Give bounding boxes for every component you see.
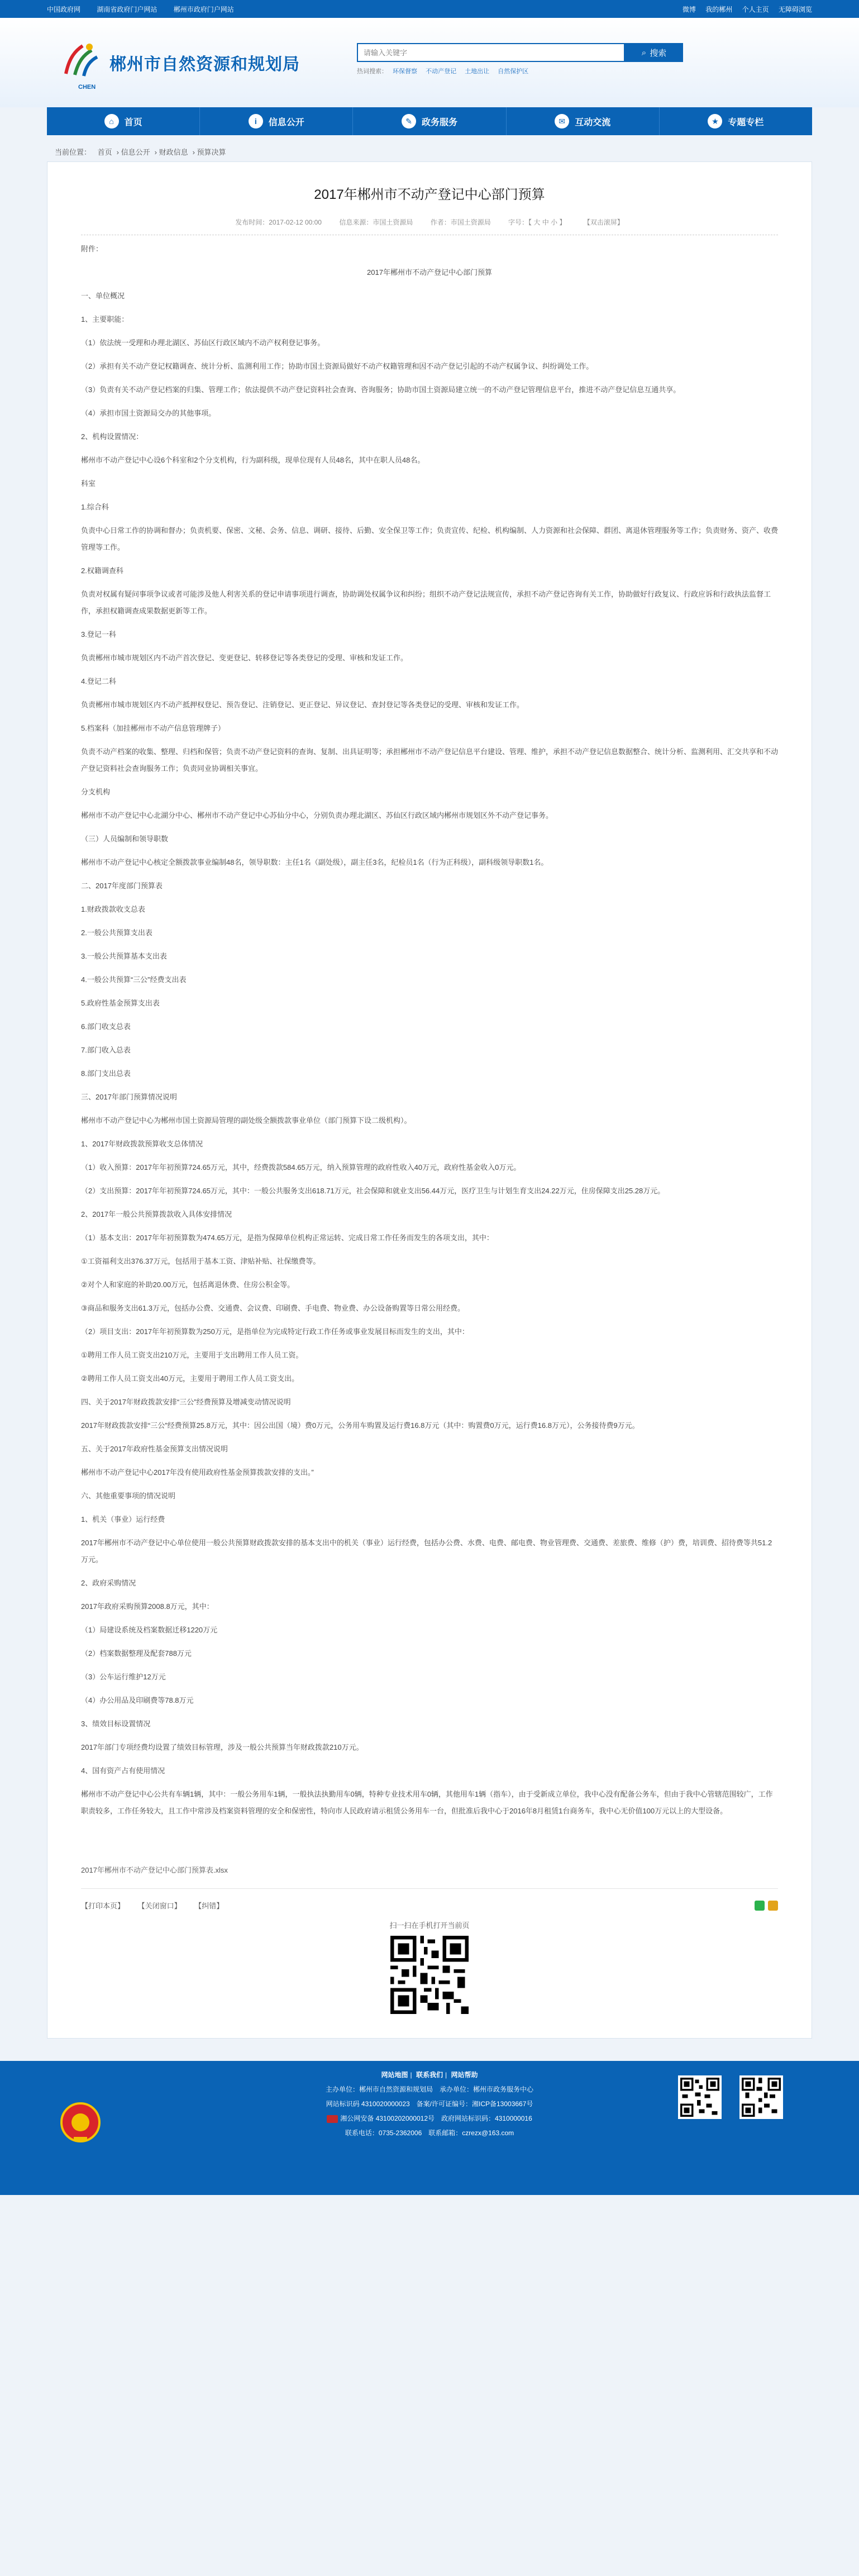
- main-nav: [47, 107, 812, 135]
- nav-topic[interactable]: [660, 107, 812, 135]
- logo-subtitle: CHEN: [78, 84, 96, 91]
- article-paragraph: 1.综合科: [81, 503, 109, 511]
- nav-info-label: 信息公开: [268, 117, 304, 127]
- article-paragraph: （3）公车运行维护12万元: [81, 1673, 166, 1681]
- article-paragraph: 二、2017年度部门预算表: [81, 882, 163, 890]
- wechat-qr-icon: [678, 2075, 722, 2119]
- article-paragraph: 郴州市不动产登记中心公共有车辆1辆，其中：一般公务用车1辆，一般执法执勤用车0辆，特种专业技术用车0辆，其他用车1辆（指车），由于受新成立单位，我中心没有配备公务车，但由于我中心管辖范围较广，工作职责较多，工作任务较大，且工作中常涉及档案资料管理的安全和保密性，特向市人民政府请示租赁公务用车一台，但批准后我中心于2016年8月租赁1台商务车，我中心无价值100万元以上的大型设备。: [81, 1790, 773, 1815]
- article-paragraph: 2017年郴州市不动产登记中心部门预算: [367, 268, 492, 277]
- chat-icon: ✉: [555, 114, 569, 128]
- search-icon: ⌕: [641, 47, 647, 58]
- top-bar: [0, 0, 859, 18]
- article-paragraph: 2017年郴州市不动产登记中心单位使用一般公共预算财政拨款安排的基本支出中的机关（事业）运行经费，包括办公费、水费、电费、邮电费、物业管理费、交通费、差旅费、维修（护）费，培训费、招待费等共51.2万元。: [81, 1539, 772, 1564]
- site-title[interactable]: 郴州市自然资源和规划局: [109, 55, 300, 74]
- breadcrumb-label: 当前位置：: [55, 148, 92, 156]
- article-paragraph: 2、2017年一般公共预算拨款收入具体安排情况: [81, 1210, 232, 1218]
- article-paragraph: 四、关于2017年财政拨款安排“三公”经费预算及增减变动情况说明: [81, 1398, 291, 1406]
- hotword-item[interactable]: 自然保护区: [498, 68, 529, 75]
- article-paragraph: 负责对权属有疑问事项争议或者可能涉及他人利害关系的登记申请事项进行调查，协助调处权属争议和纠纷；组织不动产登记法规宣传，承担不动产登记咨询有关工作，协助做好行政复议、行政应诉和行政执法监督工作，承担权籍调查成果数据更新等工作。: [81, 590, 771, 615]
- article-paragraph: 负责不动产档案的收集、整理、归档和保管；负责不动产登记资料的查询、复制、出具证明等；承担郴州市不动产登记信息平台建设、管理、维护，承担不动产登记信息数据整合、统计分析、监测利用、汇交共享和不动产登记资料社会查询服务工作；负责同业协调相关事宜。: [81, 747, 779, 773]
- article-paragraph: 4.登记二科: [81, 677, 116, 685]
- article-paragraph: 2.权籍调查科: [81, 566, 123, 575]
- my-chenzhou-link[interactable]: 我的郴州: [705, 5, 733, 13]
- breadcrumb-home[interactable]: 首页: [97, 148, 112, 156]
- footer-qr-left: [678, 2075, 728, 2121]
- footer-sitemap-link[interactable]: 网站地图: [381, 2071, 408, 2079]
- article-paragraph: 2、机构设置情况：: [81, 432, 144, 441]
- top-link-gov[interactable]: 中国政府网: [47, 5, 81, 13]
- hotwords-label: 热词搜索：: [357, 68, 388, 75]
- article-paragraph: 科室: [81, 479, 96, 488]
- footer-sponsor: 主办单位：郴州市自然资源和规划局 承办单位：郴州市政务服务中心: [325, 2085, 533, 2093]
- search-button-label: 搜索: [650, 48, 667, 58]
- article: [47, 161, 812, 2039]
- site-header: [0, 18, 859, 107]
- footer-contact: 联系电话：0735-2362006 联系邮箱：czrezx@163.com: [345, 2129, 514, 2137]
- article-paragraph: （1）局建设系统及档案数据迁移1220万元: [81, 1626, 218, 1634]
- article-paragraph: （4）办公用品及印刷费等78.8万元: [81, 1696, 194, 1704]
- article-paragraph: 郴州市不动产登记中心2017年没有使用政府性基金预算拨款安排的支出。”: [81, 1468, 314, 1477]
- publish-time: 发布时间：2017-02-12 00:00: [235, 218, 322, 226]
- article-body: [81, 241, 778, 1820]
- qr-caption: 扫一扫在手机打开当前页: [389, 1921, 470, 1930]
- top-right-links: [675, 4, 812, 14]
- article-paragraph: 五、关于2017年政府性基金预算支出情况说明: [81, 1445, 228, 1453]
- nav-interact[interactable]: [507, 107, 660, 135]
- auto-scroll-toggle[interactable]: 【双击滚屏】: [583, 218, 624, 226]
- footer-qr-right: [739, 2075, 790, 2121]
- article-paragraph: （3）负责有关不动产登记档案的归集、管理工作；依法提供不动产登记资料社会查询、咨询服务；协助市国土资源局建立统一的不动产登记管理信息平台，推进不动产登记信息互通共享。: [81, 385, 681, 394]
- article-paragraph: 负责郴州市城市规划区内不动产抵押权登记、预告登记、注销登记、更正登记、异议登记、查封登记等各类登记的受理、审核和发证工作。: [81, 701, 524, 709]
- article-paragraph: （2）承担有关不动产登记权籍调查、统计分析、监测利用工作；协助市国土资源局做好不动产权籍管理和因不动产登记引起的不动产权属争议、纠纷调处工作。: [81, 362, 594, 370]
- top-links: [47, 4, 249, 14]
- wechat-share-icon[interactable]: [755, 1901, 765, 1911]
- hotword-item[interactable]: 不动产登记: [426, 68, 457, 75]
- footer-info: 网站地图 | 联系我们 | 网站帮助 主办单位：郴州市自然资源和规划局 承办单位：郴州市政务服务中心 网站标识码 4310020000023 备案/许可证编号：湘ICP备13003667号 湘公网安备 43100202000012号 政府网站标识码：4310000016 联系电话：0735-2362006 联系邮箱：czrezx@163.com: [47, 2068, 812, 2140]
- article-paragraph: 附件：: [81, 245, 103, 253]
- article-paragraph: 5.政府性基金预算支出表: [81, 999, 160, 1007]
- topic-icon: ★: [708, 114, 722, 128]
- article-paragraph: 郴州市不动产登记中心设6个科室和2个分支机构，行为副科级，现单位现有人员48名，其中在职人员48名。: [81, 456, 425, 464]
- article-paragraph: （三）人员编制和领导职数: [81, 835, 169, 843]
- article-paragraph: 4.一般公共预算“三公”经费支出表: [81, 975, 187, 984]
- close-window-button[interactable]: 【关闭窗口】: [137, 1902, 182, 1910]
- article-paragraph: 六、其他重要事项的情况说明: [81, 1492, 176, 1500]
- article-paragraph: 郴州市不动产登记中心北湖分中心、郴州市不动产登记中心苏仙分中心，分别负责办理北湖区、苏仙区行政区域内郴州市规划区外不动产登记事务。: [81, 811, 553, 820]
- article-paragraph: ①工资福利支出376.37万元，包括用于基本工资、津贴补贴、社保缴费等。: [81, 1257, 321, 1265]
- weibo-link[interactable]: 微博: [682, 5, 696, 13]
- article-paragraph: 6.部门收支总表: [81, 1022, 131, 1031]
- nav-home[interactable]: [47, 107, 200, 135]
- accessibility-link[interactable]: 无障碍浏览: [778, 5, 812, 13]
- article-paragraph: 1、主要职能：: [81, 315, 129, 323]
- gov-badge-icon[interactable]: [327, 2115, 338, 2123]
- article-paragraph: （2）支出预算：2017年年初预算724.65万元，其中：一般公共服务支出618.71万元，社会保障和就业支出56.44万元，医疗卫生与计划生育支出24.22万元，住房保障支出25.28万元。: [81, 1187, 665, 1195]
- article-paragraph: 5.档案科（加挂郴州市不动产信息管理牌子）: [81, 724, 225, 732]
- info-source: 信息来源：市国土资源局: [339, 218, 413, 226]
- weibo-share-icon[interactable]: [768, 1901, 778, 1911]
- article-paragraph: （4）承担市国土资源局交办的其他事项。: [81, 409, 216, 417]
- hotword-item[interactable]: 土地出让: [465, 68, 490, 75]
- article-paragraph: 2、政府采购情况: [81, 1579, 136, 1587]
- article-paragraph: （2）项目支出：2017年年初预算数为250万元，是指单位为完成特定行政工作任务或事业发展目标而发生的支出，其中：: [81, 1327, 469, 1336]
- nav-topic-label: 专题专栏: [728, 117, 764, 127]
- breadcrumb-budget[interactable]: 预算决算: [197, 148, 226, 156]
- footer-help-link[interactable]: 网站帮助: [451, 2071, 478, 2079]
- share-buttons: [755, 1901, 778, 1911]
- article-paragraph: ③商品和服务支出61.3万元，包括办公费、交通费、会议费、印刷费、手电费、物业费、办公设备购置等日常公用经费。: [81, 1304, 465, 1312]
- footer-police-record: 湘公网安备 43100202000012号 政府网站标识码：4310000016: [340, 2115, 532, 2122]
- site-footer: [0, 2061, 859, 2195]
- qr-block: [81, 1920, 778, 2016]
- top-link-chenzhou[interactable]: 郴州市政府门户网站: [173, 5, 234, 13]
- search-button[interactable]: [625, 43, 683, 62]
- article-paragraph: 郴州市不动产登记中心核定全额拨款事业编制48名，领导职数：主任1名（副处级），副主任3名，纪检员1名（行为正科级），副科级领导职数1名。: [81, 858, 548, 866]
- article-paragraph: 4、国有资产占有使用情况: [81, 1766, 165, 1775]
- page-qr-code-icon: [390, 1936, 469, 2014]
- footer-icp: 网站标识码 4310020000023 备案/许可证编号：湘ICP备13003667号: [326, 2100, 533, 2108]
- article-paragraph: （2）档案数据整理及配套788万元: [81, 1649, 192, 1658]
- article-paragraph: 2017年部门专项经费均设置了绩效目标管理，涉及一般公共预算当年财政拨款210万元。: [81, 1743, 364, 1751]
- author: 作者：市国土资源局: [430, 218, 491, 226]
- article-paragraph: 分支机构: [81, 788, 111, 796]
- article-paragraph: 负责中心日常工作的协调和督办；负责机要、保密、文秘、会务、信息、调研、接待、后勤、安全保卫等工作；负责宣传、纪检、机构编制、人力资源和社会保障、群团、离退休管理服务等工作；负责财务、资产、收费管理等工作。: [81, 526, 779, 551]
- article-paragraph: 3、绩效目标设置情况: [81, 1720, 151, 1728]
- site-logo-icon[interactable]: [58, 40, 103, 85]
- hotword-item[interactable]: 环保督察: [393, 68, 418, 75]
- article-paragraph: 2017年财政拨款安排“三公”经费预算25.8万元，其中：因公出国（境）费0万元，公务用车购置及运行费16.8万元（其中：购置费0万元，运行费16.8万元），公务接待费9万元。: [81, 1421, 640, 1430]
- article-paragraph: 三、2017年部门预算情况说明: [81, 1093, 177, 1101]
- article-paragraph: 一、单位概况: [81, 292, 125, 300]
- report-error-button[interactable]: 【纠错】: [194, 1902, 224, 1910]
- article-paragraph: ①聘用工作人员工资支出210万元，主要用于支出聘用工作人员工资。: [81, 1351, 303, 1359]
- article-paragraph: 2.一般公共预算支出表: [81, 928, 152, 937]
- nav-interact-label: 互动交流: [575, 117, 611, 127]
- top-link-hunan[interactable]: 湖南省政府门户网站: [97, 5, 158, 13]
- nav-service-label: 政务服务: [422, 117, 458, 127]
- article-paragraph: 2017年政府采购预算2008.8万元，其中：: [81, 1602, 214, 1611]
- breadcrumb: 当前位置： 首页 › 信息公开 › 财政信息 › 预算决算: [55, 148, 226, 156]
- article-paragraph: （1）收入预算：2017年年初预算724.65万元，其中，经费拨款584.65万元，纳入预算管理的政府性收入40万元，政府性基金收入0万元。: [81, 1163, 521, 1172]
- nav-home-label: 首页: [124, 117, 142, 127]
- article-paragraph: （1）依法统一受理和办理北湖区、苏仙区行政区域内不动产权利登记事务。: [81, 339, 325, 347]
- article-title: 2017年郴州市不动产登记中心部门预算: [314, 187, 545, 202]
- service-icon: ✎: [402, 114, 416, 128]
- article-paragraph: ②聘用工作人员工资支出40万元，主要用于聘用工作人员工资支出。: [81, 1374, 299, 1383]
- search-input[interactable]: [357, 43, 625, 62]
- article-paragraph: 郴州市不动产登记中心为郴州市国土资源局管理的副处级全额拨款事业单位（部门预算下设二级机构）。: [81, 1116, 412, 1125]
- app-qr-icon: [739, 2075, 783, 2119]
- nav-service[interactable]: [353, 107, 506, 135]
- article-paragraph: 1.财政拨款收支总表: [81, 905, 145, 913]
- article-paragraph: 1、2017年财政拨款预算收支总体情况: [81, 1140, 203, 1148]
- home-icon: ⌂: [104, 114, 119, 128]
- article-paragraph: （1）基本支出：2017年年初预算数为474.65万元，是指为保障单位机构正常运转、完成日常工作任务而发生的各项支出，其中：: [81, 1234, 494, 1242]
- article-tools: [81, 1900, 778, 1911]
- breadcrumb-finance[interactable]: 财政信息: [159, 148, 188, 156]
- print-button[interactable]: 【打印本页】: [81, 1902, 125, 1910]
- article-paragraph: 负责郴州市城市规划区内不动产首次登记、变更登记、转移登记等各类登记的受理、审核和发证工作。: [81, 654, 408, 662]
- breadcrumb-info[interactable]: 信息公开: [121, 148, 150, 156]
- attachment-link[interactable]: 2017年郴州市不动产登记中心部门预算表.xlsx: [81, 1864, 778, 1889]
- article-paragraph: 1、机关（事业）运行经费: [81, 1515, 165, 1523]
- footer-contact-link[interactable]: 联系我们: [416, 2071, 443, 2079]
- search-area: [357, 43, 683, 75]
- personal-home-link[interactable]: 个人主页: [742, 5, 769, 13]
- article-paragraph: 3.一般公共预算基本支出表: [81, 952, 167, 960]
- article-paragraph: 7.部门收入总表: [81, 1046, 131, 1054]
- article-paragraph: ②对个人和家庭的补助20.00万元，包括离退休费、住房公积金等。: [81, 1280, 295, 1289]
- hotwords: [357, 66, 683, 75]
- info-icon: i: [249, 114, 263, 128]
- font-size-control[interactable]: 字号：【 大 中 小 】: [508, 218, 566, 226]
- nav-info[interactable]: [200, 107, 353, 135]
- article-meta: [81, 217, 778, 235]
- article-paragraph: 3.登记一科: [81, 630, 116, 639]
- article-paragraph: 8.部门支出总表: [81, 1069, 131, 1078]
